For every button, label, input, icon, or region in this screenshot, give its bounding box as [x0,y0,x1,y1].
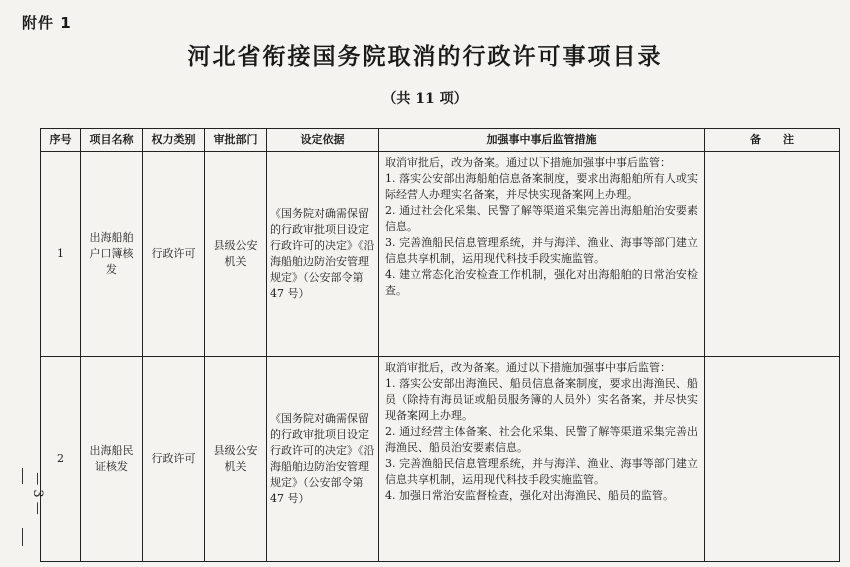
cell-power-category: 行政许可 [143,357,205,562]
cell-power-category: 行政许可 [143,152,205,357]
table-row [41,357,840,562]
cell-approval-department: 县级公安机关 [205,357,267,562]
table-row [41,152,840,357]
header-remarks: 备 注 [705,129,840,152]
measure-item: 3. 完善渔船民信息管理系统，并与海洋、渔业、海事等部门建立信息共享机制，运用现代科技手段实施监管。 [385,236,698,265]
measure-intro: 取消审批后，改为备案。通过以下措施加强事中事后监管： [385,361,671,374]
page-number: — 3 — [29,472,45,515]
cell-item-name: 出海船民证核发 [81,357,143,562]
cell-supervision-measures [379,357,705,562]
header-item-name: 项目名称 [81,129,143,152]
measure-item: 2. 通过社会化采集、民警了解等渠道采集完善出海船舶治安要素信息。 [385,204,698,233]
measure-item: 2. 通过经营主体备案、社会化采集、民警了解等渠道采集完善出海渔民、船员治安要素信息。 [385,425,698,454]
cell-legal-basis: 《国务院对确需保留的行政审批项目设定行政许可的决定》《沿海船舶边防治安管理规定》（公安部令第 47 号） [267,357,379,562]
header-power-category: 权力类别 [143,129,205,152]
attachment-label: 附件 1 [22,14,72,32]
cell-legal-basis: 《国务院对确需保留的行政审批项目设定行政许可的决定》《沿海船舶边防治安管理规定》（公安部令第 47 号） [267,152,379,357]
cell-supervision-measures [379,152,705,357]
table-header-row [41,129,840,152]
cell-serial: 1 [41,152,81,357]
measure-item: 1. 落实公安部出海渔民、船员信息备案制度，要求出海渔民、船员（除持有海员证或船员服务簿的人员外）实名备案，并尽快实现备案网上办理。 [385,377,698,422]
measure-intro: 取消审批后，改为备案。通过以下措施加强事中事后监管： [385,156,671,169]
page-marker-line-top [22,468,23,484]
catalog-table [40,128,840,562]
document-title: 河北省衔接国务院取消的行政许可事项目录 [187,44,663,70]
header-supervision-measures: 加强事中事后监管措施 [379,129,705,152]
measure-item: 4. 建立常态化治安检查工作机制，强化对出海船舶的日常治安检查。 [385,268,698,297]
cell-remarks [705,357,840,562]
header-approval-department: 审批部门 [205,129,267,152]
document-subtitle: （共 11 项） [382,91,468,107]
measure-item: 3. 完善渔船民信息管理系统，并与海洋、渔业、海事等部门建立信息共享机制，运用现代科技手段实施监管。 [385,457,698,486]
measure-item: 4. 加强日常治安监督检查，强化对出海渔民、船员的监管。 [385,489,674,502]
page-marker-line-bottom [22,528,23,546]
header-serial: 序号 [41,129,81,152]
cell-remarks [705,152,840,357]
measure-item: 1. 落实公安部出海船舶信息备案制度，要求出海船舶所有人或实际经营人办理实名备案，并尽快实现备案网上办理。 [385,172,698,201]
cell-item-name: 出海船舶户口簿核发 [81,152,143,357]
cell-serial: 2 [41,357,81,562]
cell-approval-department: 县级公安机关 [205,152,267,357]
header-legal-basis: 设定依据 [267,129,379,152]
